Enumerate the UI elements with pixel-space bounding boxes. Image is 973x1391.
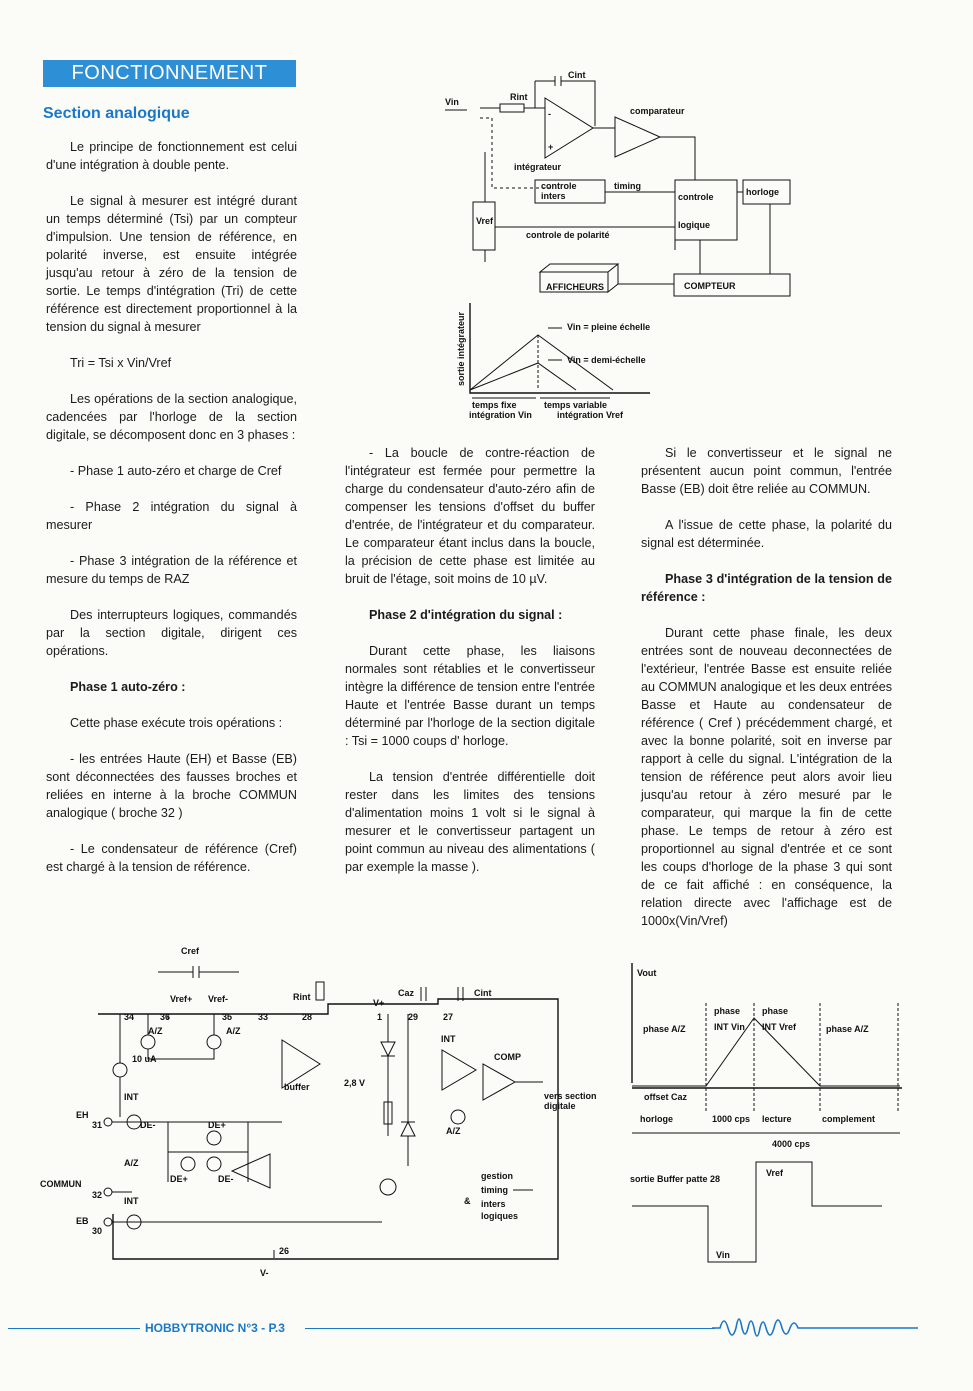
label-cref: Cref (181, 946, 200, 956)
svg-text:1: 1 (377, 1012, 383, 1022)
svg-text:INT Vref: INT Vref (762, 1022, 797, 1032)
svg-text:33: 33 (258, 1012, 269, 1022)
label-afficheurs: AFFICHEURS (546, 282, 604, 292)
svg-text:4000 cps: 4000 cps (772, 1139, 811, 1149)
label-rint: Rint (510, 92, 528, 102)
svg-text:digitale: digitale (544, 1101, 576, 1111)
ramp-graph (452, 298, 672, 428)
footer-line-left (8, 1328, 140, 1329)
svg-text:Caz: Caz (398, 988, 415, 998)
circuit-schematic (38, 942, 618, 1282)
svg-text:horloge: horloge (640, 1114, 673, 1124)
label-rint-circuit: Rint (293, 992, 311, 1002)
paragraph: Les opérations de la section analogique, cadencées par l'horloge de la section digitale, se décomposent donc en 3 phases : (46, 392, 297, 442)
svg-text:INT: INT (124, 1092, 139, 1102)
svg-text:buffer: buffer (284, 1082, 310, 1092)
svg-text:26: 26 (279, 1246, 290, 1256)
subheading: Phase 3 d'intégration de la tension de référence : (641, 572, 892, 604)
svg-text:&: & (464, 1196, 471, 1206)
svg-text:DE-: DE- (218, 1174, 234, 1184)
paragraph: Durant cette phase, les liaisons normales sont rétablies et le convertisseur intègre la différence de tension entre l'entrée Haute et l'entrée Basse durant un temps déterminé par l'horloge de la section digitale : Tsi = 1000 coups d' horloge. (345, 644, 595, 748)
label-cint: Cint (568, 70, 586, 80)
label-vrefp: Vref+ (170, 994, 193, 1004)
label-vin: Vin (445, 97, 459, 107)
label-timing: timing (614, 181, 641, 191)
svg-text:inters: inters (481, 1199, 506, 1209)
paragraph: A l'issue de cette phase, la polarité du signal est déterminée. (641, 518, 892, 550)
label-controle-inters-1: controle (541, 181, 577, 191)
svg-text:logiques: logiques (481, 1211, 519, 1221)
section-title: Section analogique (43, 105, 190, 122)
label-controle-polarite: controle de polarité (526, 230, 610, 240)
label-horloge: horloge (746, 187, 779, 197)
label-temps-variable: temps variable (544, 400, 608, 410)
svg-text:INT: INT (124, 1196, 139, 1206)
list-item: - Le condensateur de référence (Cref) est chargé à la tension de référence. (46, 842, 297, 874)
section-banner: FONCTIONNEMENT (43, 60, 296, 87)
svg-text:sortie Buffer patte 28: sortie Buffer patte 28 (630, 1174, 721, 1184)
label-comparateur: comparateur (630, 106, 685, 116)
paragraph: - La boucle de contre-réaction de l'intégrateur est fermée pour permettre la charge du condensateur d'auto-zéro afin de compenser les tensions d'offset du buffer d'entrée, de l'intégrateur et du comparateur. Le comparateur étant inclus dans la boucle, la précision de cette phase est limitée au bruit de l'étage, soit moins de 10 µV. (345, 446, 595, 586)
paragraph: Le principe de fonctionnement est celui d'une intégration à double pente. (46, 140, 297, 172)
svg-text:phase: phase (762, 1006, 789, 1016)
label-compteur: COMPTEUR (684, 281, 736, 291)
label-vref: Vref (476, 216, 494, 226)
svg-text:2,8 V: 2,8 V (344, 1078, 366, 1088)
svg-text:28: 28 (302, 1012, 313, 1022)
svg-text:35: 35 (222, 1012, 233, 1022)
svg-text:INT: INT (441, 1034, 456, 1044)
label-half-scale: Vin = demi-échelle (567, 355, 646, 365)
graph-y-label: sortie intégrateur (456, 311, 466, 386)
waveform-logo (712, 1306, 942, 1346)
paragraph: La tension d'entrée différentielle doit rester dans les limites des tensions d'alimentation moins 1 volt si le signal à mesurer et le convertisseur partagent un point commun au niveau des alimentations ( par exemple la masse ). (345, 770, 595, 874)
svg-text:27: 27 (443, 1012, 454, 1022)
svg-text:complement: complement (822, 1114, 876, 1124)
list-item: - les entrées Haute (EH) et Basse (EB) sont déconnectées des fausses broches et reliées en interne à la broche COMMUN analogique ( broche 32 ) (46, 752, 297, 820)
svg-text:-: - (548, 109, 551, 119)
svg-text:phase: phase (714, 1006, 741, 1016)
list-item: - Phase 2 intégration du signal à mesurer (46, 500, 297, 532)
label-vrefm: Vref- (208, 994, 229, 1004)
svg-text:gestion: gestion (481, 1171, 514, 1181)
label-integrateur: intégrateur (514, 162, 562, 172)
block-diagram (440, 62, 800, 312)
subheading: Phase 1 auto-zéro : (70, 680, 186, 694)
svg-text:10 uA: 10 uA (132, 1054, 157, 1064)
svg-text:EB: EB (76, 1216, 89, 1226)
svg-text:phase A/Z: phase A/Z (826, 1024, 869, 1034)
footer-text: HOBBYTRONIC N°3 - P.3 (145, 1321, 285, 1335)
svg-text:EH: EH (76, 1110, 89, 1120)
svg-text:34: 34 (124, 1012, 135, 1022)
svg-text:V+: V+ (373, 998, 385, 1008)
svg-text:36: 36 (160, 1012, 171, 1022)
svg-text:COMMUN: COMMUN (40, 1179, 82, 1189)
label-controle: controle (678, 192, 714, 202)
svg-text:DE+: DE+ (208, 1120, 226, 1130)
svg-text:31: 31 (92, 1120, 103, 1130)
svg-text:V-: V- (260, 1268, 269, 1278)
svg-text:+: + (548, 142, 554, 152)
svg-text:Vref: Vref (766, 1168, 784, 1178)
paragraph: Durant cette phase finale, les deux entrées sont de nouveau deconnectées de l'extérieur, l'entrée Basse est ensuite reliée au COMMUN analogique et les deux entrées Basse et Haute au condensateur de référence ( Cref ) précédemment chargé, et avec la bonne polarité, soit en inverse par rapport à celle du signal. L'intégration de la tension de référence peut alors avoir lieu jusqu'au retour à zéro mesuré par le comparateur, qui marque la fin de cette phase. Le temps de retour à zéro est proportionnel au signal d'entrée et ce sont les coups d'horloge de la phase 3 qui sont de ce fait affiché : en conséquence, la relation directe avec l'affichage est de 1000x(Vin/Vref) (641, 626, 892, 928)
svg-text:A/Z: A/Z (124, 1158, 139, 1168)
label-temps-fixe: temps fixe (472, 400, 517, 410)
timing-diagram (628, 958, 918, 1298)
svg-text:vers section: vers section (544, 1091, 597, 1101)
svg-text:timing: timing (481, 1185, 508, 1195)
svg-text:COMP: COMP (494, 1052, 521, 1062)
column-2 (345, 444, 595, 894)
svg-text:offset Caz: offset Caz (644, 1092, 688, 1102)
list-item: - Phase 3 intégration de la référence et mesure du temps de RAZ (46, 554, 297, 586)
list-item: - Phase 1 auto-zéro et charge de Cref (70, 464, 282, 478)
footer-line-right (305, 1328, 715, 1329)
svg-text:1000 cps: 1000 cps (712, 1114, 751, 1124)
paragraph: Cette phase exécute trois opérations : (70, 716, 283, 730)
label-int-vref: intégration Vref (557, 410, 624, 420)
column-3 (641, 444, 892, 948)
column-1 (46, 138, 297, 894)
paragraph: Si le convertisseur et le signal ne présentent aucun point commun, l'entrée Basse (EB) doit être reliée au COMMUN. (641, 446, 892, 496)
svg-text:29: 29 (408, 1012, 419, 1022)
svg-text:phase A/Z: phase A/Z (643, 1024, 686, 1034)
svg-text:DE-: DE- (140, 1120, 156, 1130)
label-controle-inters-2: inters (541, 191, 566, 201)
svg-text:lecture: lecture (762, 1114, 792, 1124)
svg-text:Vin: Vin (716, 1250, 730, 1260)
svg-text:A/Z: A/Z (148, 1026, 163, 1036)
svg-text:INT Vin: INT Vin (714, 1022, 745, 1032)
paragraph: Le signal à mesurer est intégré durant un temps déterminé (Tsi) par un compteur d'impulsion. Une tension de référence, en polarité inverse, est ensuite intégrée jusqu'au retour à zéro de la tension de sortie. Le temps d'intégration (Tri) de cette référence est directement proportionnel à la tension du signal à mesurer (46, 194, 297, 334)
svg-text:A/Z: A/Z (226, 1026, 241, 1036)
label-full-scale: Vin = pleine échelle (567, 322, 651, 332)
svg-text:32: 32 (92, 1190, 103, 1200)
svg-text:30: 30 (92, 1226, 103, 1236)
label-logique: logique (678, 220, 710, 230)
svg-text:DE+: DE+ (170, 1174, 188, 1184)
subheading: Phase 2 d'intégration du signal : (369, 608, 563, 622)
paragraph: Des interrupteurs logiques, commandés par la section digitale, dirigent ces opérations. (46, 608, 297, 658)
svg-text:A/Z: A/Z (446, 1126, 461, 1136)
svg-text:Vout: Vout (637, 968, 657, 978)
label-int-vin: intégration Vin (469, 410, 532, 420)
svg-text:Cint: Cint (474, 988, 492, 998)
formula: Tri = Tsi x Vin/Vref (70, 356, 172, 370)
